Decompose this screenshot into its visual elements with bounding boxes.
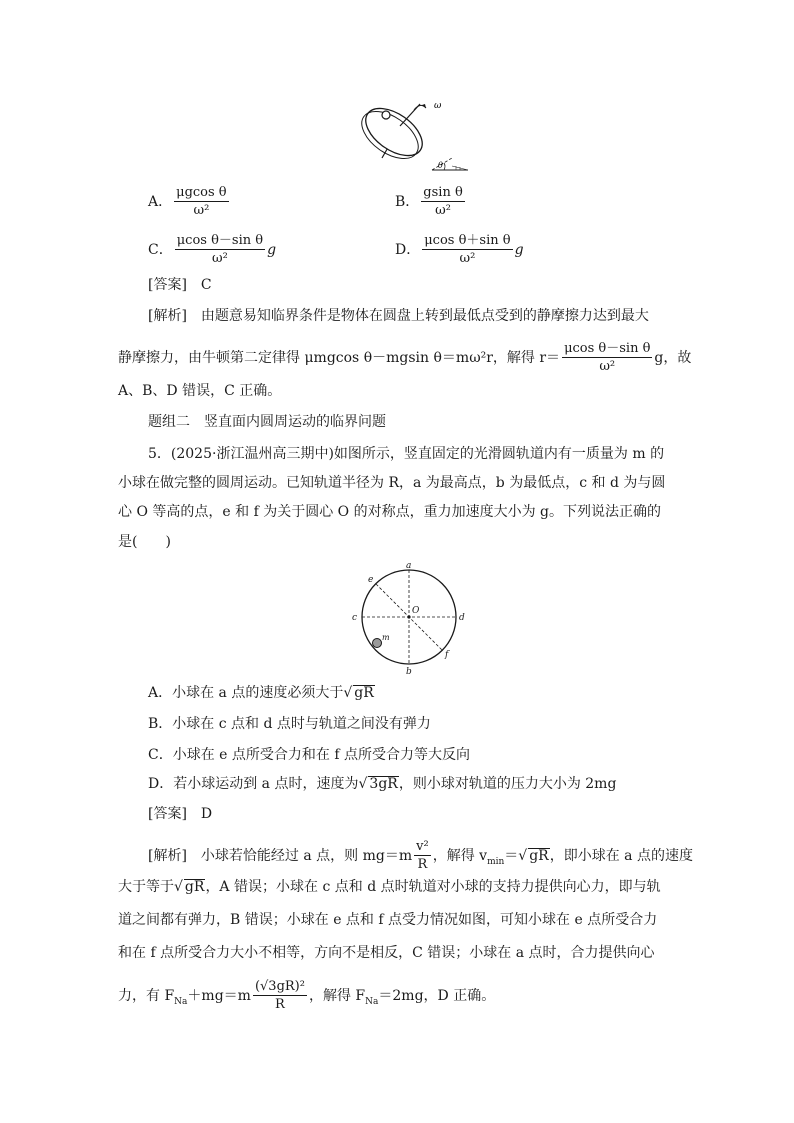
q5-analysis-line-2: 大于等于√ gR，A 错误；小球在 c 点和 d 点时轨道对小球的支持力提供向心力，即与轨 [118, 879, 661, 895]
label-e: e [368, 575, 374, 585]
q5-stem-1: 5．(2025·浙江温州高三期中)如图所示，竖直固定的光滑圆轨道内有一质量为 m 的 [148, 446, 665, 462]
q5-stem-2: 小球在做完整的圆周运动。已知轨道半径为 R，a 为最高点，b 为最低点，c 和 d 为与圆 [118, 475, 666, 491]
label-c: c [352, 613, 358, 623]
q5-analysis-line-4: 和在 f 点所受合力大小不相等，方向不是相反，C 错误；小球在 a 点时，合力提供向心 [118, 945, 655, 961]
q5-analysis-line-1: [解析] 小球若恰能经过 a 点，则 mg＝m $\frac{\text{v²}}{R}$ ，解得 $v_{min}=√$ gR，即小球在 a 点的速度 [148, 839, 693, 872]
q5-answer: [答案] D [148, 806, 213, 822]
ball-m [373, 639, 382, 648]
label-O: O [412, 606, 420, 616]
omega-label: ω [434, 101, 442, 111]
q5-analysis-line-3: 道之间都有弹力，B 错误；小球在 e 点和 f 点受力情况如图，可知小球在 e 点所受合力 [118, 912, 658, 928]
center-point [407, 615, 410, 618]
block-on-disc [382, 111, 390, 119]
q5-option-b: B．小球在 c 点和 d 点时与轨道之间没有弹力 [148, 716, 431, 732]
q4-option-c: C． $\frac{\text{μcos θ－sin θ}}{\text{ω²}}$ g [148, 233, 277, 266]
q5-stem-4: 是( ) [118, 534, 171, 550]
theta-label: θ [438, 161, 443, 170]
q5-option-c: C．小球在 e 点所受合力和在 f 点所受合力等大反向 [148, 747, 470, 763]
q4-analysis-line-3: A、B、D 错误，C 正确。 [118, 383, 282, 399]
group-2-title: 题组二 竖直面内圆周运动的临界问题 [148, 414, 386, 430]
q4-analysis-line-1: [解析] 由题意易知临界条件是物体在圆盘上转到最低点受到的静摩擦力达到最大 [148, 308, 649, 324]
label-f: f [445, 650, 449, 660]
label-d: d [459, 613, 465, 623]
q5-option-a: A．小球在 a 点的速度必须大于√ gR [148, 685, 374, 701]
q5-stem-3: 心 O 等高的点，e 和 f 为关于圆心 O 的对称点，重力加速度大小为 g。下列说法正确的 [118, 504, 661, 520]
disc [357, 99, 430, 165]
label-m: m [382, 633, 390, 642]
q4-answer: [答案] C [148, 277, 212, 293]
q4-analysis-line-2: 静摩擦力，由牛顿第二定律得 μmgcos θ－mgsin θ＝mω²r，解得 r＝ $\frac{\text{μcos θ－sin θ}}{\text{ω²}}$ g，故 [118, 341, 692, 374]
q4-option-d: D． $\frac{\text{μcos θ＋sin θ}}{\text{ω²}}$ g [395, 233, 524, 266]
circular-track-figure [348, 560, 470, 678]
q4-option-a: A． $\frac{\text{μgcos θ}}{\text{ω²}}$ [148, 185, 227, 218]
label-a: a [406, 561, 412, 571]
rotating-disc-figure [352, 96, 482, 176]
label-b: b [406, 667, 412, 677]
q4-option-b: B． $\frac{\text{gsin θ}}{\text{ω²}}$ [395, 185, 463, 218]
q5-option-d: D．若小球运动到 a 点时，速度为√ 3gR，则小球对轨道的压力大小为 2mg [148, 776, 617, 792]
q5-analysis-line-5: 力，有 $F_{Na}+mg=m$ $\frac{\text{(√3gR)²}}{R}$ ，解得 $F_{Na}=2mg$，D 正确。 [118, 979, 496, 1012]
